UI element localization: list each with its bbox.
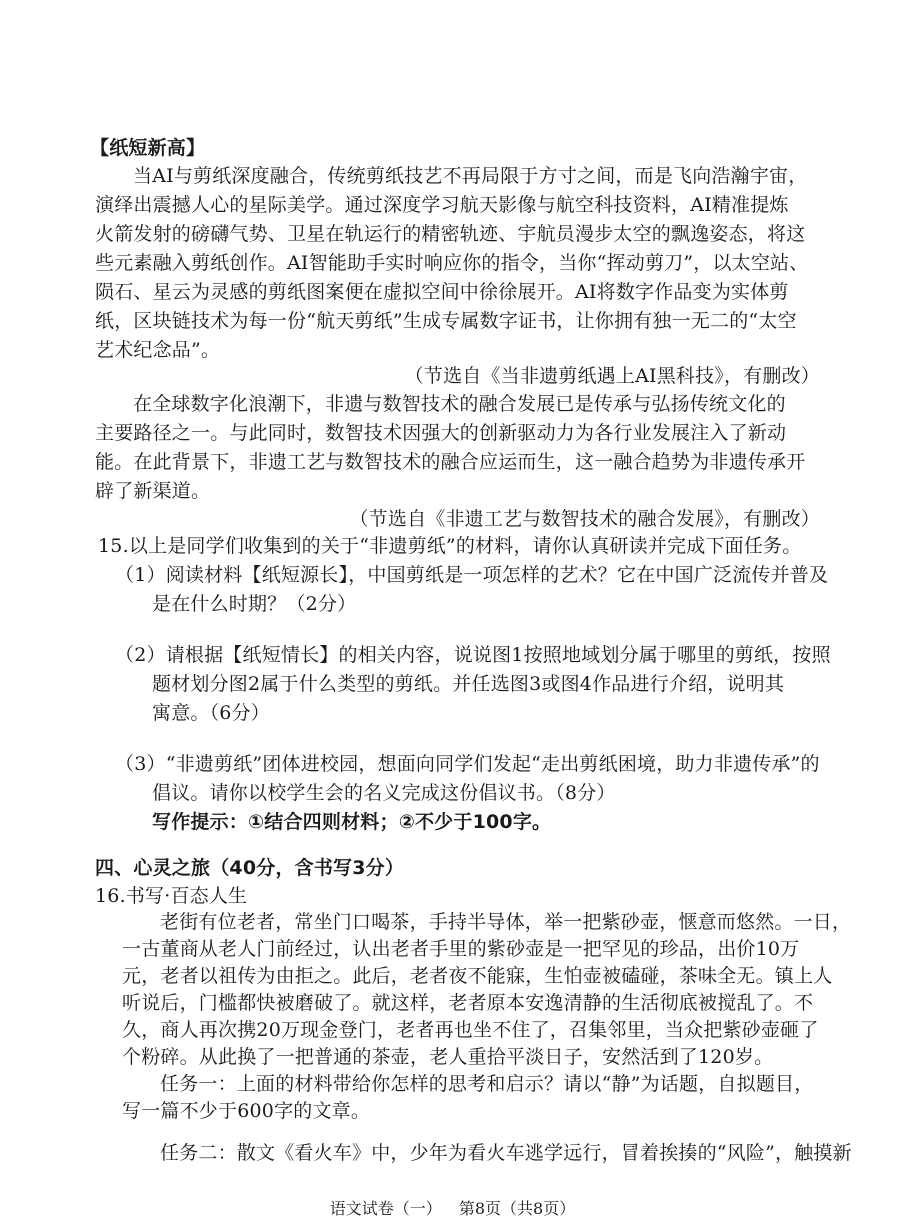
text-line: 火箭发射的磅礴气势、卫星在轨运行的精密轨迹、宇航员漫步太空的飘逸姿态，将这 [95,223,806,245]
question-15: 15.以上是同学们收集到的关于“非遗剪纸”的材料，请你认真研读并完成下面任务。 [98,535,802,557]
text-line: （3）“非遗剪纸”团体进校园，想面向同学们发起“走出剪纸困境，助力非遗传承”的 [115,753,820,775]
text-line: 主要路径之一。与此同时，数智技术因强大的创新驱动力为各行业发展注入了新动 [95,422,787,444]
text-line: 能。在此背景下，非遗工艺与数智技术的融合应运而生，这一融合趋势为非遗传承开 [95,451,806,473]
text-line: 听说后，门槛都快被磨破了。就这样，老者原本安逸清静的生活彻底被搅乱了。不 [122,992,814,1014]
question-16: 16.书写·百态人生 [95,885,248,907]
text-line: 久，商人再次携20万现金登门，老者再也坐不住了，召集邻里，当众把紫砂壶砸了 [122,1019,819,1041]
text-line: 陨石、星云为灵感的剪纸图案便在虚拟空间中徐徐展开。AI将数字作品变为实体剪 [95,281,789,303]
text-line: 任务一：上面的材料带给你怎样的思考和启示？请以“静”为话题，自拟题目， [160,1073,814,1095]
writing-hint: 写作提示：①结合四则材料；②不少于100字。 [152,811,552,833]
text-line: 老街有位老者，常坐门口喝茶，手持半导体，举一把紫砂壶，惬意而悠然。一日， [160,911,852,933]
source-note: （节选自《非遗工艺与数智技术的融合发展》，有删改） [349,508,820,530]
footer-subject: 语文试卷（一） [329,1199,442,1218]
text-line: 写一篇不少于600字的文章。 [122,1100,371,1122]
text-line: 是在什么时期？（2分） [152,593,357,615]
footer-page: 第8页（共8页） [458,1199,576,1218]
text-line: 个粉碎。从此换了一把普通的茶壶，老人重拾平淡日子，安然活到了120岁。 [122,1046,774,1068]
text-line: （1）阅读材料【纸短源长】，中国剪纸是一项怎样的艺术？它在中国广泛流传并普及 [115,564,829,586]
text-line: 倡议。请你以校学生会的名义完成这份倡议书。（8分） [152,782,616,804]
source-note: （节选自《当非遗剪纸遇上AI黑科技》，有删改） [404,365,820,387]
text-line: 艺术纪念品”。 [95,339,221,361]
part-4-title: 四、心灵之旅（40分，含书写3分） [95,857,405,879]
text-line: 辟了新渠道。 [95,480,211,502]
text-line: 在全球数字化浪潮下，非遗与数智技术的融合发展已是传承与弘扬传统文化的 [133,393,786,415]
text-line: 演绎出震撼人心的星际美学。通过深度学习航天影像与航空科技资料，AI精准提炼 [95,194,789,216]
text-line: （2）请根据【纸短情长】的相关内容，说说图1按照地域划分属于哪里的剪纸，按照 [115,644,831,666]
text-line: 纸，区块链技术为每一份“航天剪纸”生成专属数字证书，让你拥有独一无二的“太空 [95,310,797,332]
text-line: 任务二：散文《看火车》中，少年为看火车逃学远行，冒着挨揍的“风险”，触摸新 [160,1142,852,1164]
text-line: 题材划分图2属于什么类型的剪纸。并任选图3或图4作品进行介绍，说明其 [152,673,785,695]
text-line: 寓意。（6分） [152,702,270,724]
text-line: 当AI与剪纸深度融合，传统剪纸技艺不再局限于方寸之间，而是飞向浩瀚宇宙， [133,165,808,187]
text-line: 一古董商从老人门前经过，认出老者手里的紫砂壶是一把罕见的珍品，出价10万 [122,938,800,960]
page-footer [0,1196,905,1219]
text-line: 些元素融入剪纸创作。AI智能助手实时响应你的指令，当你“挥动剪刀”，以太空站、 [95,252,809,274]
section-title: 【纸短新高】 [90,137,206,159]
text-line: 元，老者以祖传为由拒之。此后，老者夜不能寐，生怕壶被磕碰，茶味全无。镇上人 [122,965,833,987]
